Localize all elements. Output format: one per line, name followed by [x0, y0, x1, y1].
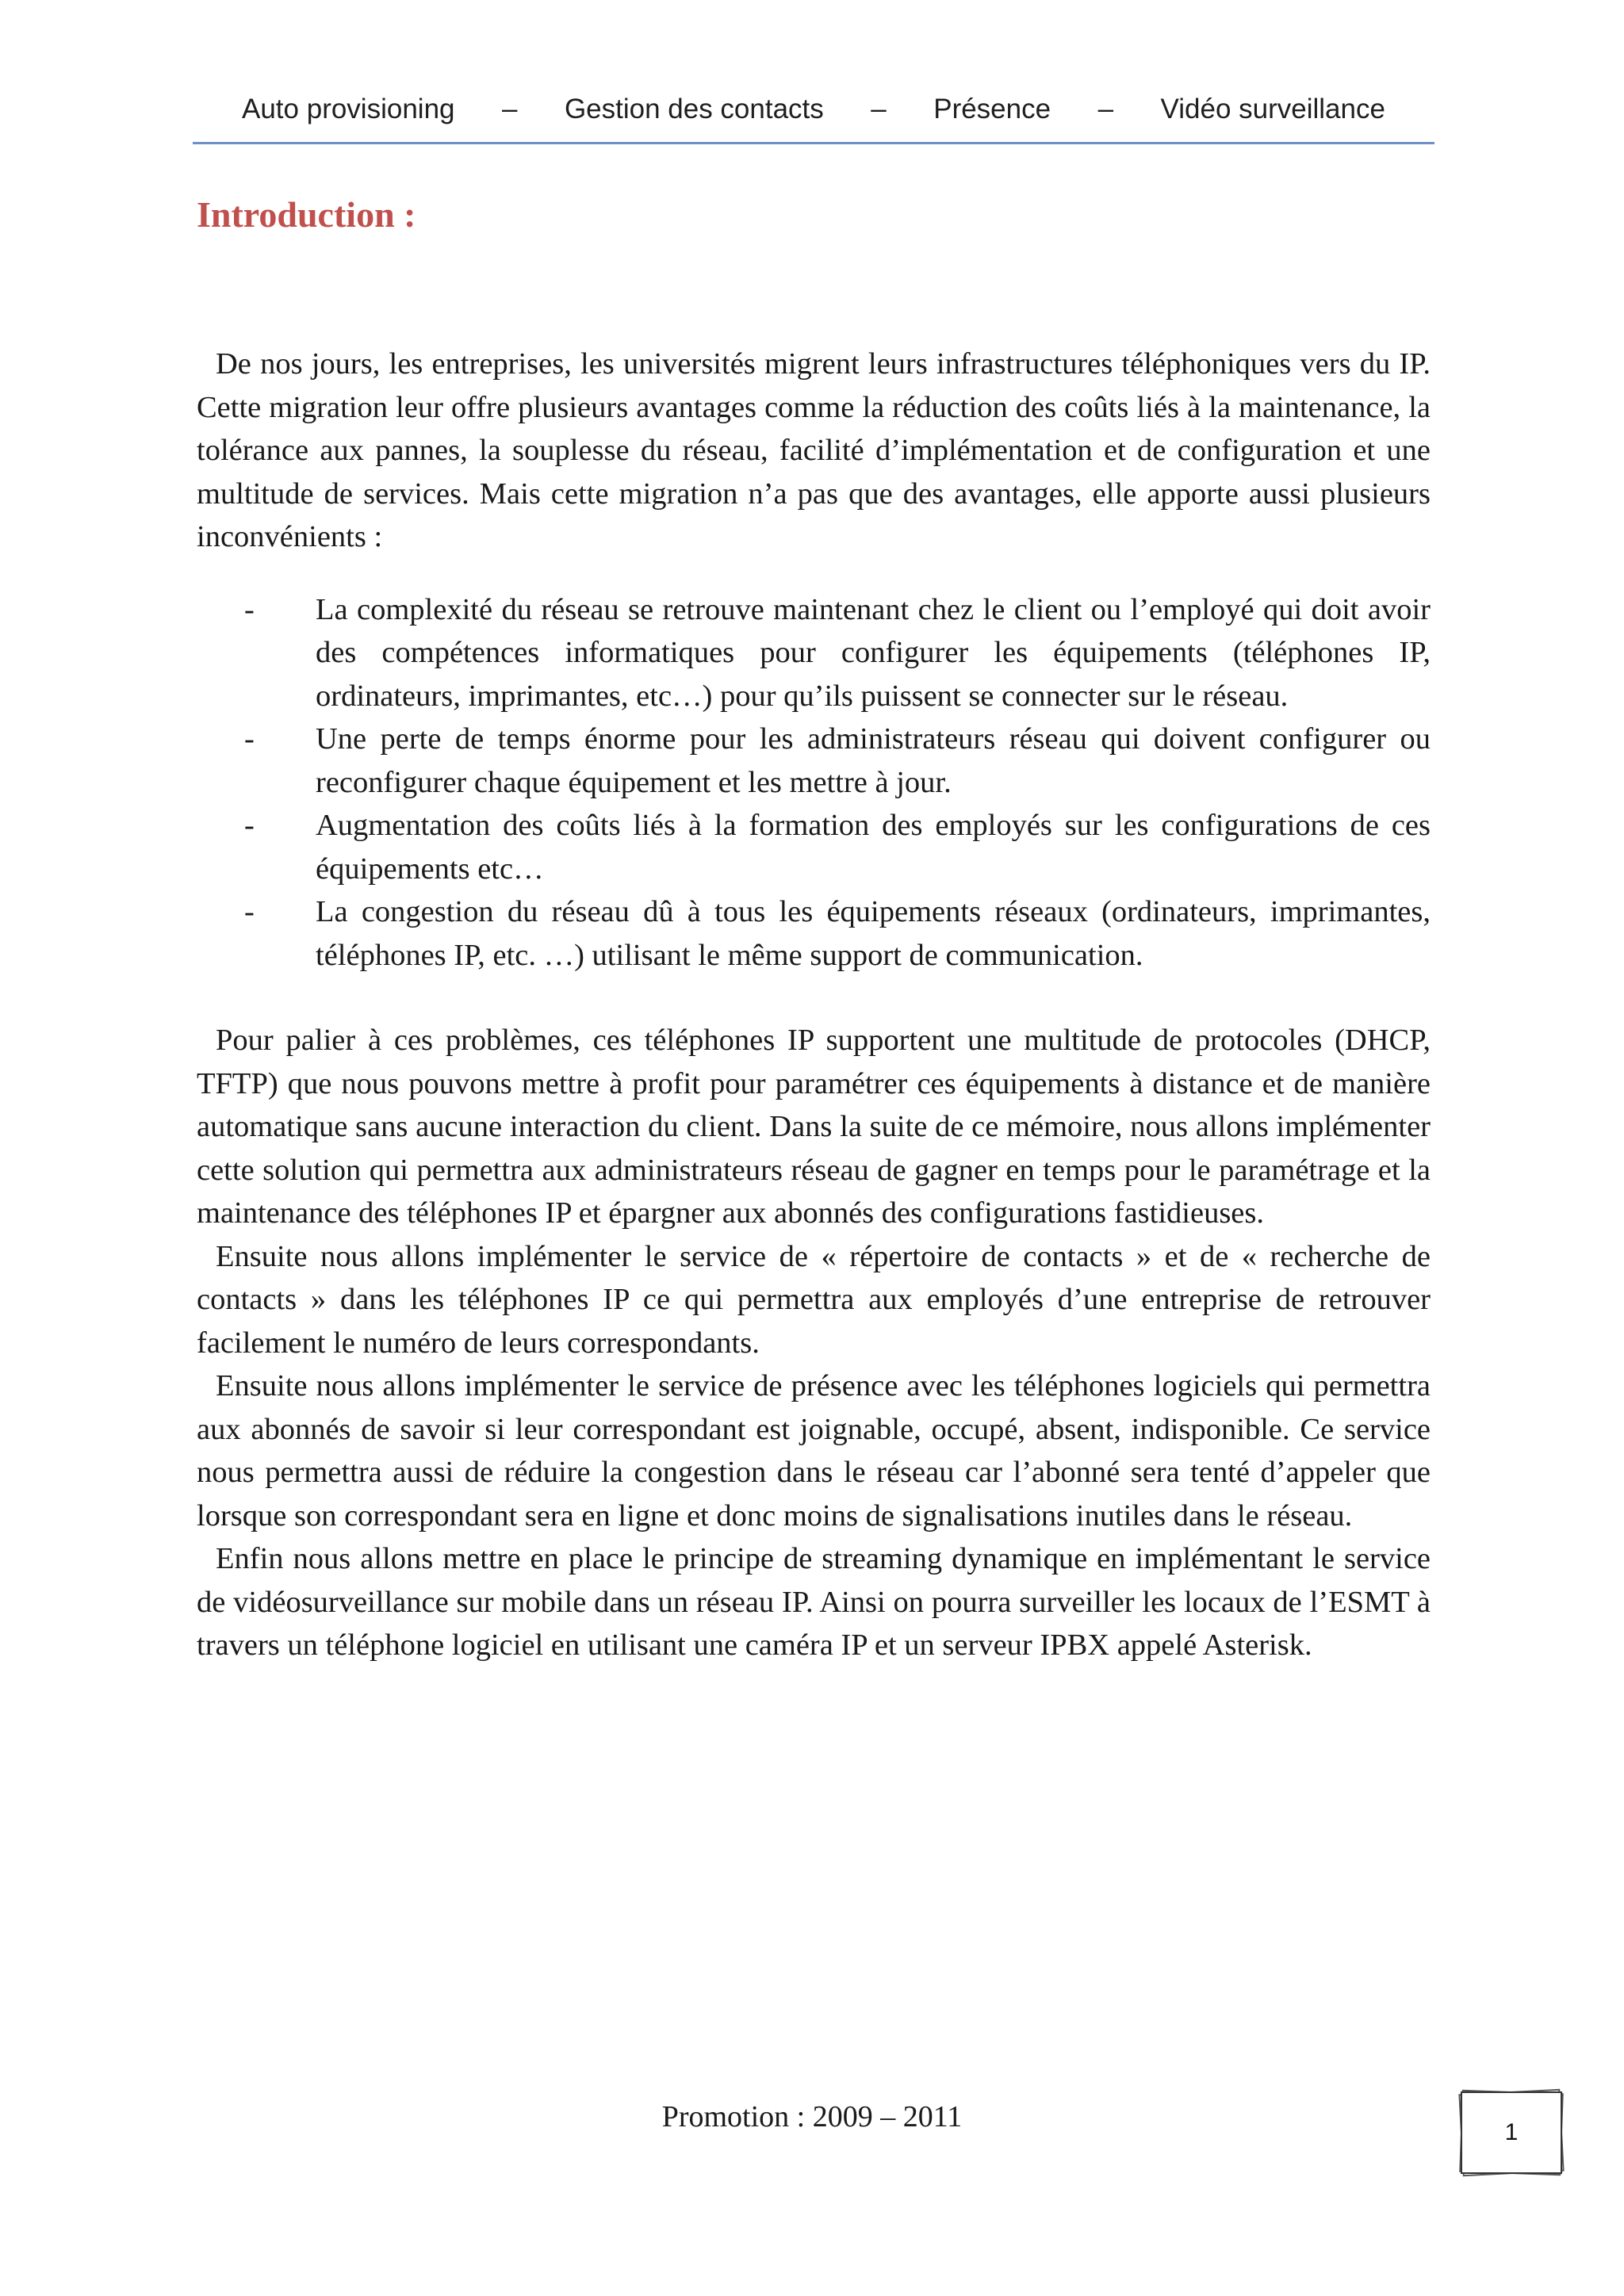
bullet-dash: - [244, 809, 255, 842]
drawbacks-list [197, 588, 1431, 978]
running-header [193, 94, 1434, 125]
list-item-text: La complexité du réseau se retrouve maintenant chez le client ou l’employé qui doit avoir des compétences informatiques pour configurer les équipements (téléphones IP, ordinateurs, imprimantes, etc…) pour qu’ils puissent se connecter sur le réseau. [316, 592, 1431, 713]
header-item-auto-provisioning: Auto provisioning [242, 94, 455, 124]
list-item [244, 718, 1431, 804]
paragraph-presence: Ensuite nous allons implémenter le service de présence avec les téléphones logiciels qui permettra aux abonnés de savoir si leur correspondant est joignable, occupé, absent, indisponible. Ce service nous permettra aussi de réduire la congestion dans le réseau car l’abonné sera tenté d’appeler que lorsque son correspondant sera en ligne et donc moins de signalisations inutiles dans le réseau. [197, 1369, 1431, 1533]
list-item [244, 804, 1431, 890]
list-item-text: Une perte de temps énorme pour les administrateurs réseau qui doivent configurer ou reconfigurer chaque équipement et les mettre à jour. [316, 722, 1431, 799]
footer-promotion: Promotion : 2009 – 2011 [661, 2100, 963, 2133]
list-item [244, 588, 1431, 718]
page-number: 1 [1504, 2119, 1519, 2145]
paragraph-video: Enfin nous allons mettre en place le principe de streaming dynamique en implémentant le service de vidéosurveillance sur mobile dans un réseau IP. Ainsi on pourra surveiller les locaux de l’ESMT à travers un téléphone logiciel en utilisant une caméra IP et un serveur IPBX appelé Asterisk. [197, 1542, 1431, 1662]
page-number-box [1461, 2091, 1562, 2174]
body-content [197, 342, 1431, 1667]
header-rule [193, 142, 1434, 144]
intro-paragraph: De nos jours, les entreprises, les universités migrent leurs infrastructures téléphoniques vers du IP. Cette migration leur offre plusieurs avantages comme la réduction des coûts liés à la maintenance, la tolérance aux pannes, la souplesse du réseau, facilité d’implémentation et de configuration et une multitude de services. Mais cette migration n’a pas que des avantages, elle apporte aussi plusieurs inconvénients : [197, 347, 1431, 553]
list-item-text: La congestion du réseau dû à tous les équipements réseaux (ordinateurs, imprimantes, téléphones IP, etc. …) utilisant le même support de communication. [316, 895, 1431, 972]
paragraph-contacts: Ensuite nous allons implémenter le service de « répertoire de contacts » et de « recherche de contacts » dans les téléphones IP ce qui permettra aux employés d’une entreprise de retrouver facilement le numéro de leurs correspondants. [197, 1239, 1431, 1360]
header-separator: – [871, 94, 887, 124]
paragraph-solution: Pour palier à ces problèmes, ces téléphones IP supportent une multitude de protocoles (DHCP, TFTP) que nous pouvons mettre à profit pour paramétrer ces équipements à distance et de manière automatique sans aucune interaction du client. Dans la suite de ce mémoire, nous allons implémenter cette solution qui permettra aux administrateurs réseau de gagner en temps pour le paramétrage et la maintenance des téléphones IP et épargner aux abonnés des configurations fastidieuses. [197, 1024, 1431, 1230]
header-separator: – [501, 94, 518, 124]
section-title: Introduction : [197, 194, 416, 235]
bullet-dash: - [244, 895, 255, 928]
bullet-dash: - [244, 722, 255, 756]
header-separator: – [1097, 94, 1114, 124]
header-item-gestion-contacts: Gestion des contacts [564, 94, 824, 124]
list-item-text: Augmentation des coûts liés à la formation des employés sur les configurations de ces équipements etc… [316, 809, 1431, 886]
header-item-video-surveillance: Vidéo surveillance [1160, 94, 1385, 124]
list-item [244, 890, 1431, 977]
header-item-presence: Présence [933, 94, 1051, 124]
bullet-dash: - [244, 592, 255, 626]
